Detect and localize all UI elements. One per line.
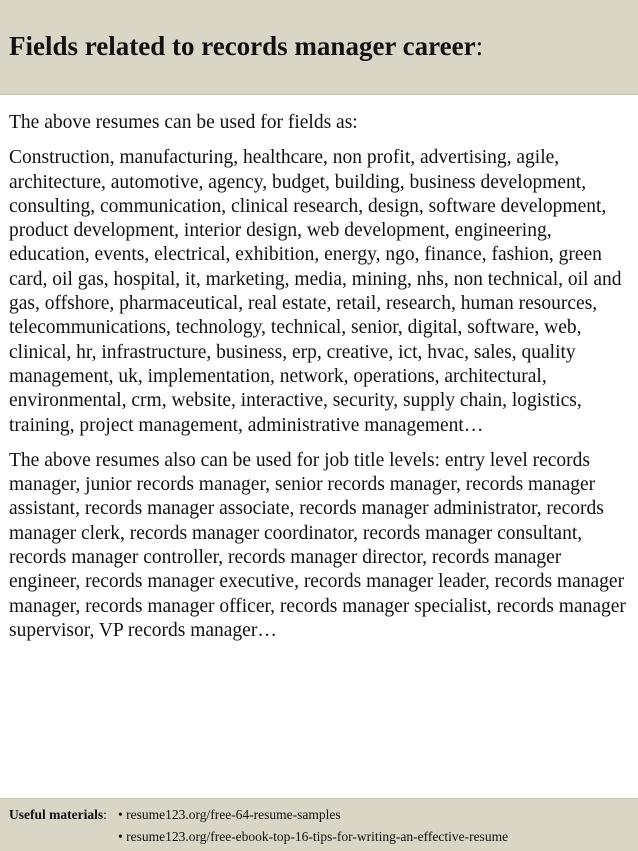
resource-link-resume-samples-text[interactable]: • resume123.org/free-64-resume-samples [118, 807, 341, 822]
page-title-colon: : [475, 31, 484, 61]
fields-paragraph: Construction, manufacturing, healthcare, non profit, advertising, agile, architecture, automotive, agency, budget, building, business development, consulting, communication, clinical research, design, software development, product development, interior design, web development, engineering, education, events, electrical, exhibition, energy, ngo, finance, fashion, green card, oil gas, hospital, it, marketing, media, mining, nhs, non technical, oil and gas, offshore, pharmaceutical, real estate, retail, research, human resources, telecommunications, technology, technical, senior, digital, software, web, clinical, hr, infrastructure, business, erp, creative, ict, hvac, sales, quality management, uk, implementation, network, operations, architectural, environmental, crm, website, interactive, security, supply chain, logistics, training, project management, administrative management… [9, 147, 622, 436]
useful-materials-label [9, 807, 107, 823]
job-levels-paragraph: The above resumes also can be used for job title levels: entry level records manager, junior records manager, senior records manager, records manager assistant, records manager associate, records manager administrator, records manager clerk, records manager coordinator, records manager consultant, records manager controller, records manager director, records manager engineer, records manager executive, records manager leader, records manager manager, records manager officer, records manager specialist, records manager supervisor, VP records manager… [9, 449, 626, 641]
resource-link-ebook[interactable] [118, 829, 508, 845]
main-content [9, 111, 633, 643]
resource-link-ebook-text[interactable]: • resume123.org/free-ebook-top-16-tips-for-writing-an-effective-resume [118, 829, 509, 844]
useful-materials-label-colon: : [103, 807, 107, 822]
title-band [0, 0, 638, 95]
useful-materials-label-text: Useful materials [9, 807, 104, 822]
useful-materials-footer [0, 798, 638, 851]
intro-text: The above resumes can be used for fields as: [9, 112, 358, 133]
page-title-text: Fields related to records manager career [9, 31, 476, 61]
page-title [9, 29, 483, 63]
resource-link-resume-samples[interactable] [118, 807, 341, 823]
